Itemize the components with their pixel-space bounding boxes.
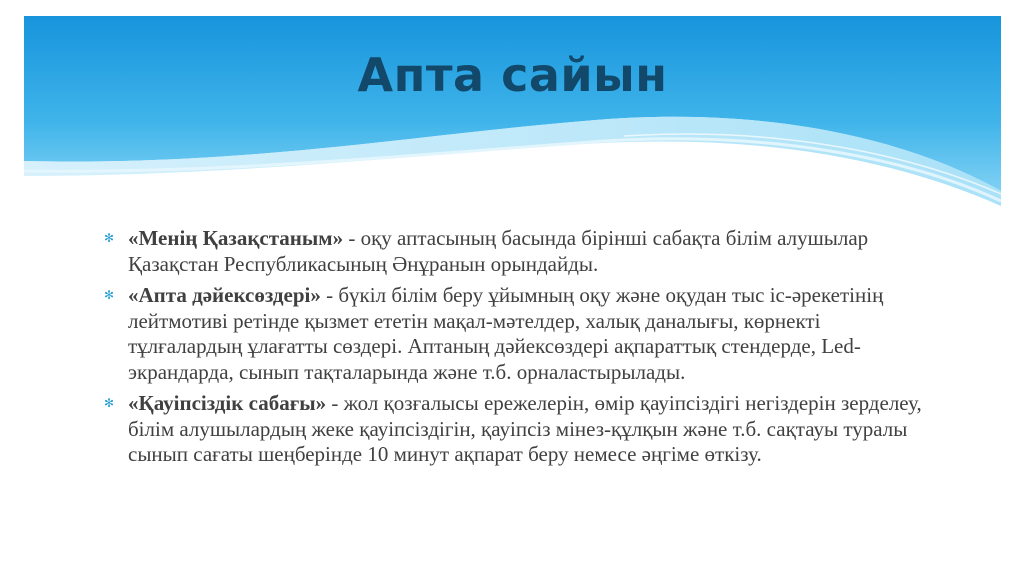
slide-title: Апта сайын [357, 48, 668, 102]
bullet-list [104, 226, 934, 474]
bullet-text: - жол қозғалысы ережелерін, өмір қауіпсіздігі негіздерін зерделеу, білім алушылардың жеке қауіпсіздігін, қауіпсіз мінез-құлқын және т.б. сақтауы туралы сынып сағаты шеңберінде 10 минут ақпарат беру немесе әңгіме өткізу. [128, 391, 922, 466]
bullet-term: «Апта дәйексөздері» [128, 283, 321, 307]
bullet-term: «Қауіпсіздік сабағы» [128, 391, 327, 415]
list-item [104, 283, 934, 385]
snowflake-bullet-icon: ✻ [104, 288, 115, 302]
snowflake-bullet-icon: ✻ [104, 231, 115, 245]
list-item [104, 226, 934, 277]
list-item [104, 391, 934, 468]
bullet-text: - бүкіл білім беру ұйымның оқу және оқудан тыс іс-әрекетінің лейтмотиві ретінде қызмет ететін мақал-мәтелдер, халық даналығы, көрнекті тұлғалардың ұлағатты сөздері. Аптаның дәйексөздері ақпараттық стендерде, Led-экрандарда, сынып тақталарында және т.б. орналастырылады. [128, 283, 884, 384]
bullet-text: - оқу аптасының басында бірінші сабақта білім алушылар Қазақстан Республикасының Әнұранын орындайды. [128, 226, 869, 276]
bullet-term: «Менің Қазақстаным» [128, 226, 344, 250]
snowflake-bullet-icon: ✻ [104, 396, 115, 410]
header-wave-background [24, 16, 1001, 216]
